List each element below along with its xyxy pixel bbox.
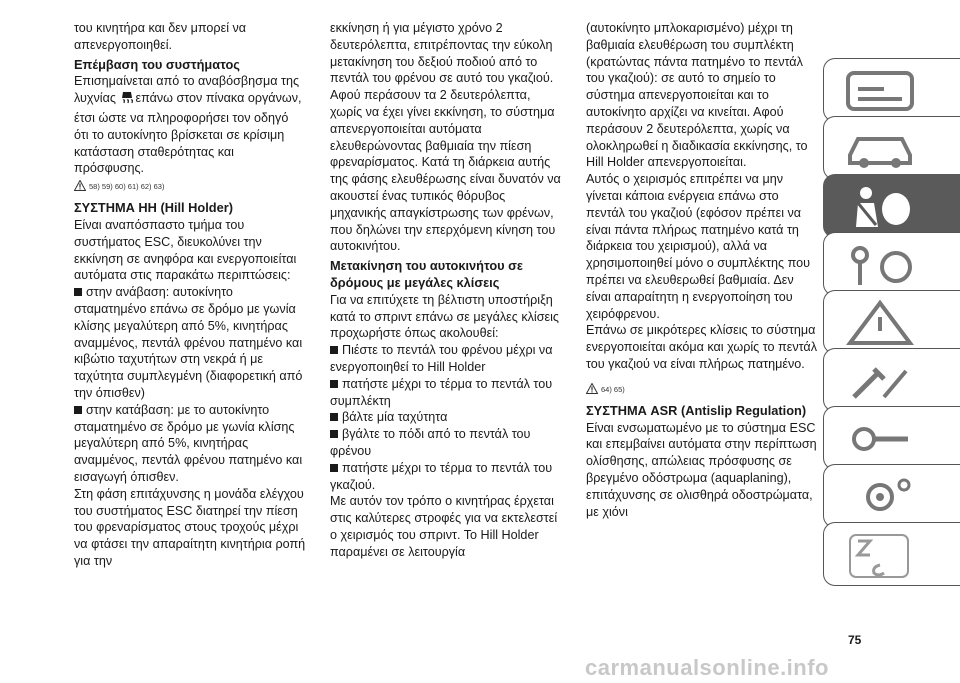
section-heading: ΣΥΣΤΗΜΑ ASR (Antislip Regulation) (586, 402, 807, 418)
warning-numbers: 58) 59) 60) 61) 62) 63) (89, 182, 165, 192)
section-heading: Επέμβαση του συστήματος (74, 56, 240, 72)
emergency-tools-icon (844, 357, 924, 405)
paragraph: Στη φάση επιτάχυνσης η μονάδα ελέγχου του συστήματος ESC διατηρεί την πίεση του φρεναρίσματος στους τροχούς μέχρι να φτάσει την απαραίτητη κινητήρια ροπή για την (74, 486, 306, 568)
key-steering-icon (844, 241, 924, 289)
tab-index[interactable] (823, 522, 960, 586)
warning-numbers: 64) 65) (601, 384, 625, 394)
paragraph: Είναι ενσωματωμένο με το σύστημα ESC και επεμβαίνει αυτόματα στην περίπτωση ολίσθησης, απώλειας πρόσφυσης σε βρεγμένο οδόστρωμα (aquaplaning), επιτάχυνσης σε ολισθηρά οδοστρώματα, με χιόνι (586, 420, 817, 519)
paragraph: Επάνω σε μικρότερες κλίσεις το σύστημα ενεργοποιείται ακόμα και χωρίς το πεντάλ του γκαζιού να είναι πλήρως πατημένο. (586, 323, 818, 371)
list-item: στην ανάβαση: αυτοκίνητο σταματημένο επάνω σε δρόμο με γωνία κλίσης μεγαλύτερη από 5%, κινητήρας αναμμένος, πεντάλ φρένου πατημένο και κιβώτιο ταχυτήτων στη νεκρά ή με ταχύτητα συμπλεγμένη (διαφορετική από την όπισθεν) (74, 285, 303, 400)
bullet-square-icon (330, 430, 338, 438)
maintenance-wrench-icon (844, 415, 924, 463)
paragraph: Αυτός ο χειρισμός επιτρέπει να μην γίνεται κάποια ενέργεια επάνω στο πεντάλ του γκαζιού (εφόσον πρέπει να είναι πάντα πλήρως πατημένο κατά τη διάρκεια του χειρισμού), αλλά να χρησιμοποιηθεί μόνο ο συμπλέκτης που πρέπει να ελευθερωθεί βαθμιαία. Δεν είναι απαραίτητη η ενεργοποίηση του χειρόφρενου. (586, 172, 810, 321)
bullet-square-icon (74, 406, 82, 414)
list-item: πατήστε μέχρι το τέρμα το πεντάλ του συμπλέκτη (330, 376, 553, 408)
paragraph: Αφού περάσουν τα 2 δευτερόλεπτα, χωρίς να έχει γίνει εκκίνηση, το σύστημα απενεργοποιείται αυτόματα ελευθερώνοντας βαθμιαία την πίεση φρεναρίσματος. Κατά τη διάρκεια αυτής της φάσης ελευθέρωσης είναι δυνατόν να ακουστεί ένας τυπικός θόρυβος μηχανικής απαγκίστρωσης των φρένων, που δηλώνει την επερχόμενη κίνηση του αυτοκινήτου. (330, 88, 561, 254)
bullet-square-icon (74, 288, 82, 296)
bullet-square-icon (330, 346, 338, 354)
seatbelt-airbag-icon (844, 183, 924, 231)
car-info-icon (844, 125, 924, 173)
list-item: Πιέστε το πεντάλ του φρένου μέχρι να ενεργοποιηθεί το Hill Holder (330, 343, 553, 374)
dashboard-icon (844, 67, 924, 115)
tab-safety[interactable] (823, 174, 960, 238)
tab-starting-driving[interactable] (823, 232, 960, 296)
paragraph: Με αυτόν τον τρόπο ο κινητήρας έρχεται στις καλύτερες στροφές για να εκτελεστεί ο χειρισμός του σπριντ. Το Hill Holder παραμένει σε λειτουργία (330, 494, 558, 559)
tab-maintenance[interactable] (823, 406, 960, 470)
section-heading: Μετακίνηση του αυτοκινήτου σε δρόμους με μεγάλες κλίσεις (330, 258, 523, 290)
section-heading: ΣΥΣΤΗΜΑ HH (Hill Holder) (74, 200, 233, 216)
paragraph (74, 73, 306, 177)
esc-warning-lamp-icon (121, 91, 133, 110)
tools-settings-icon (844, 473, 924, 521)
paragraph: (αυτοκίνητο μπλοκαρισμένο) μέχρι τη βαθμιαία ελευθέρωση του συμπλέκτη (κρατώντας πάντα πατημένο το πεντάλ του γκαζιού): σε αυτό το σημείο το σύστημα απενεργοποιείται και το αυτοκίνητο αρχίζει να κινείται. Αφού περάσουν 2 δευτερόλεπτα, χωρίς να ολοκληρωθεί η διαδικασία εκκίνησης, το Hill Holder απενεργοποιείται. (586, 21, 808, 170)
paragraph: του κινητήρα και δεν μπορεί να απενεργοποιηθεί. (74, 21, 247, 52)
list-item: βάλτε μία ταχύτητα (330, 409, 562, 426)
tab-warnings[interactable] (823, 290, 960, 354)
warning-triangle-icon (586, 383, 598, 394)
list-item: πατήστε μέχρι το τέρμα το πεντάλ του γκαζιού. (330, 460, 553, 492)
paragraph: Είναι αναπόσπαστο τμήμα του συστήματος ESC, διευκολύνει την εκκίνηση σε ανηφόρα και ενεργοποιείται αυτόματα στις παρακάτω περιπτώσεις: (74, 217, 297, 283)
text-column-1 (74, 20, 306, 570)
warning-triangle-icon (74, 180, 86, 191)
paragraph-text: επάνω στον πίνακα οργάνων, έτσι ώστε να πληροφορήσει τον οδηγό ότι το αυτοκίνητο βρίσκεται σε κρίσιμη κατάσταση σταθερότητας και πρόσφυσης. (74, 91, 302, 176)
bullet-square-icon (330, 464, 338, 472)
bullet-square-icon (330, 380, 338, 388)
tab-settings[interactable] (823, 464, 960, 528)
alphabet-index-icon (844, 531, 924, 579)
tab-emergency[interactable] (823, 348, 960, 412)
list-item: στην κατάβαση: με το αυτοκίνητο σταματημένο σε δρόμο με γωνία κλίσης μεγαλύτερη από 5%, κινητήρας αναμμένος, πεντάλ φρένου πατημένο και εισαγωγή όπισθεν. (74, 402, 303, 484)
warning-reference (74, 180, 306, 194)
tab-dashboard[interactable] (823, 58, 960, 122)
paragraph: Για να επιτύχετε τη βέλτιστη υποστήριξη κατά το σπριντ επάνω σε μεγάλες κλίσεις προχωρήστε όπως ακολουθεί: (330, 292, 559, 341)
text-column-2 (330, 20, 562, 561)
bullet-square-icon (330, 413, 338, 421)
tab-car-info[interactable] (823, 116, 960, 180)
warning-triangle-icon (844, 299, 924, 347)
page-number: 75 (848, 633, 862, 647)
list-item: βγάλτε το πόδι από το πεντάλ του φρένου (330, 427, 531, 458)
paragraph: εκκίνηση ή για μέγιστο χρόνο 2 δευτερόλεπτα, επιτρέποντας την εύκολη μετακίνηση του δεξιού ποδιού από το πεντάλ του φρένου σε αυτό του γκαζιού. (330, 21, 554, 86)
watermark: carmanualsonline.info (585, 655, 829, 680)
text-column-3 (586, 20, 818, 520)
warning-reference (586, 383, 818, 397)
paragraph-text: Επισημαίνεται από το αναβόσβησμα της λυχνίας (74, 74, 300, 106)
